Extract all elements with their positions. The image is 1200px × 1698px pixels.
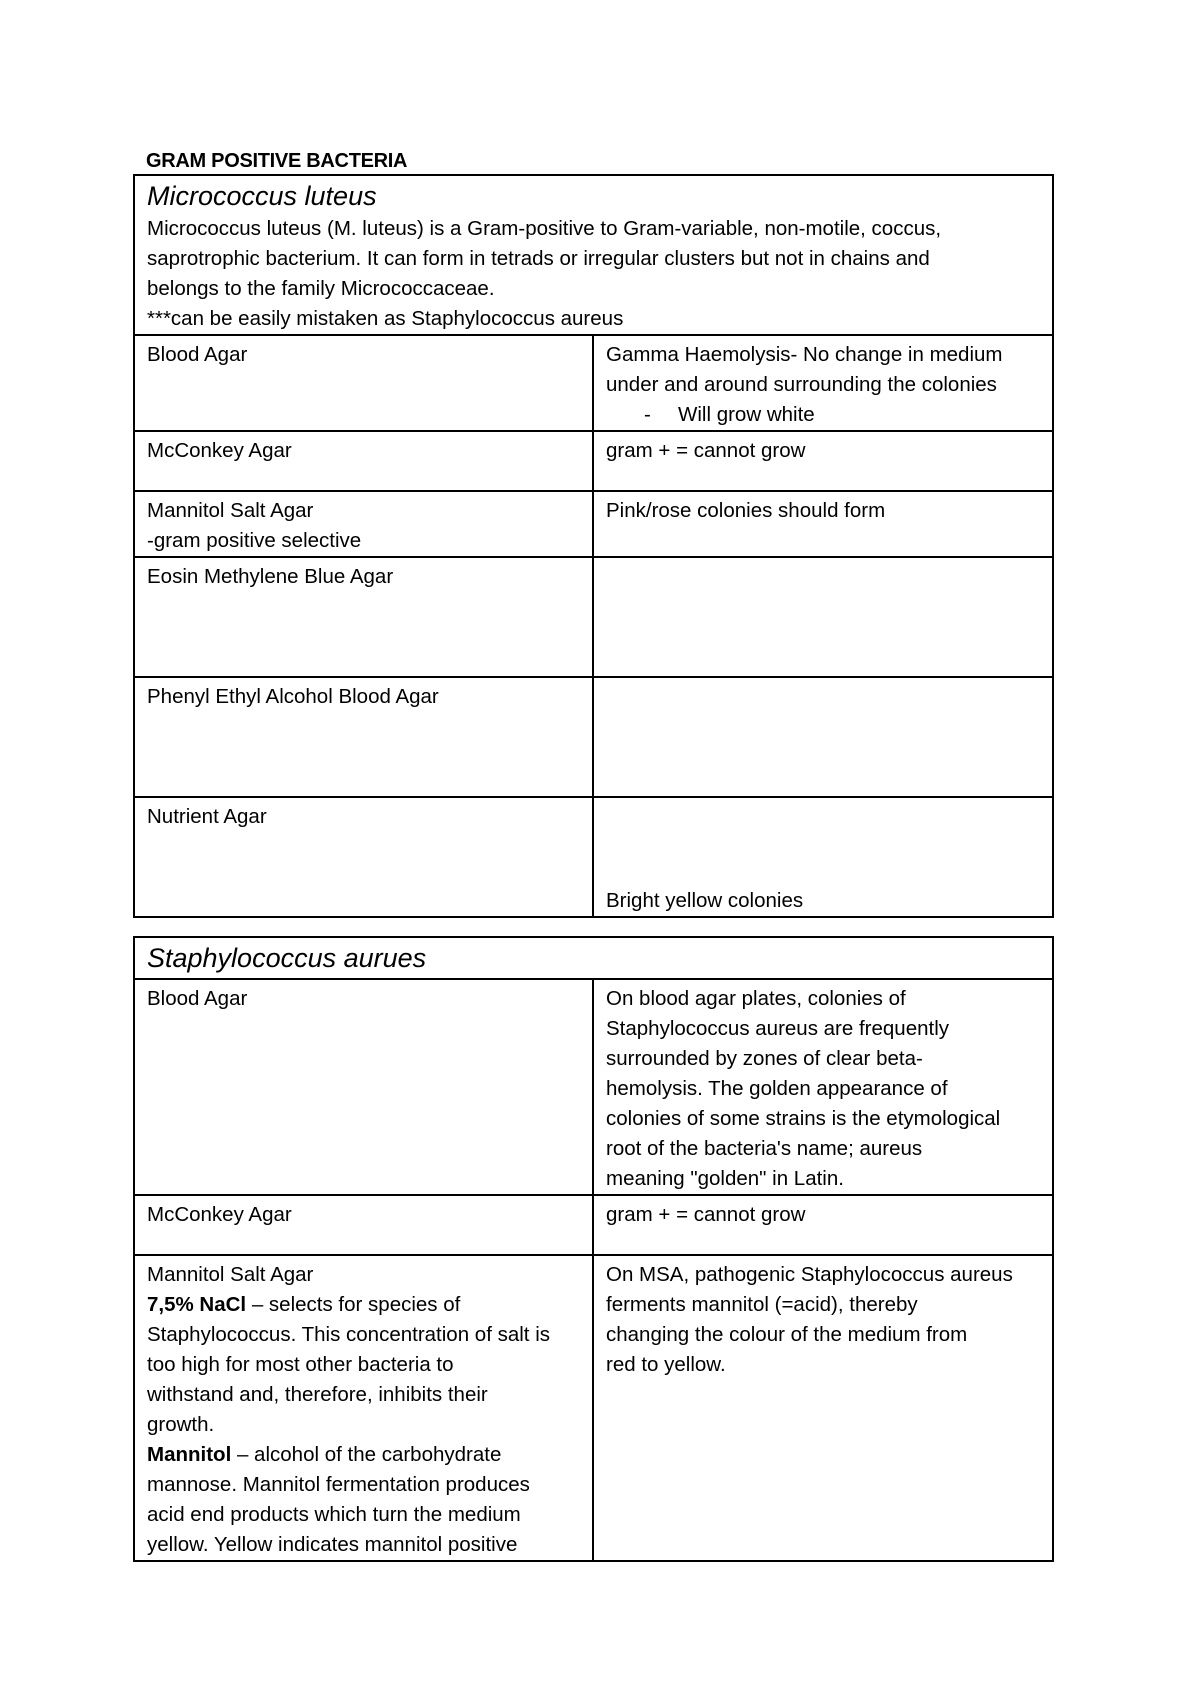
result-line: hemolysis. The golden appearance of — [606, 1077, 948, 1100]
species-header-row — [134, 937, 1053, 979]
medium-label: Blood Agar — [147, 987, 248, 1010]
mannitol-line — [147, 1440, 580, 1470]
result-text: Bright yellow colonies — [606, 889, 804, 912]
species-header-row — [134, 175, 1053, 335]
result-line: On MSA, pathogenic Staphylococcus aureus — [606, 1263, 1013, 1286]
mannitol-term: Mannitol — [147, 1443, 232, 1466]
page-title: GRAM POSITIVE BACTERIA — [146, 150, 408, 172]
nacl-text-line: growth. — [147, 1413, 215, 1436]
description-line: belongs to the family Micrococcaceae. — [147, 277, 495, 300]
result-line: colonies of some strains is the etymological — [606, 1107, 1001, 1130]
result-line: meaning "golden" in Latin. — [606, 1167, 844, 1190]
result-line: under and around surrounding the colonies — [606, 373, 997, 396]
medium-label: Mannitol Salt Agar — [147, 499, 314, 522]
nacl-text-line: too high for most other bacteria to — [147, 1353, 454, 1376]
result-line: root of the bacteria's name; aureus — [606, 1137, 923, 1160]
table-row — [134, 1255, 1053, 1561]
description-line: Micrococcus luteus (M. luteus) is a Gram-positive to Gram-variable, non-motile, coccus, — [147, 217, 942, 240]
species-header-cell — [134, 175, 1053, 335]
table-row — [134, 797, 1053, 917]
result-cell — [593, 979, 1053, 1195]
result-cell — [593, 677, 1053, 797]
mannitol-text-line: mannose. Mannitol fermentation produces — [147, 1473, 530, 1496]
table-row — [134, 1195, 1053, 1255]
table-row — [134, 979, 1053, 1195]
medium-label: McConkey Agar — [147, 439, 292, 462]
result-line: On blood agar plates, colonies of — [606, 987, 906, 1010]
medium-cell — [134, 979, 593, 1195]
result-cell — [593, 797, 1053, 917]
medium-note: -gram positive selective — [147, 529, 362, 552]
micrococcus-table — [133, 174, 1054, 918]
medium-cell — [134, 677, 593, 797]
medium-label: Blood Agar — [147, 343, 248, 366]
medium-label: McConkey Agar — [147, 1203, 292, 1226]
medium-cell — [134, 1255, 593, 1561]
species-name: Staphylococcus aurues — [147, 943, 427, 973]
result-cell — [593, 431, 1053, 491]
medium-cell — [134, 431, 593, 491]
result-cell — [593, 1255, 1053, 1561]
result-line: ferments mannitol (=acid), thereby — [606, 1293, 918, 1316]
result-line: Staphylococcus aureus are frequently — [606, 1017, 950, 1040]
medium-cell — [134, 491, 593, 557]
result-text: gram + = cannot grow — [606, 439, 806, 462]
dash-bullet: - — [644, 403, 651, 426]
mannitol-text-line: yellow. Yellow indicates mannitol positive — [147, 1533, 518, 1556]
table-row — [134, 335, 1053, 431]
mannitol-text: – alcohol of the carbohydrate — [231, 1443, 502, 1466]
table-row — [134, 431, 1053, 491]
medium-cell — [134, 335, 593, 431]
species-header-cell — [134, 937, 1053, 979]
result-line: changing the colour of the medium from — [606, 1323, 968, 1346]
medium-cell — [134, 557, 593, 677]
mannitol-text-line: acid end products which turn the medium — [147, 1503, 521, 1526]
result-text: Pink/rose colonies should form — [606, 499, 886, 522]
result-line: red to yellow. — [606, 1353, 726, 1376]
bullet-text: Will grow white — [678, 403, 815, 426]
medium-label: Eosin Methylene Blue Agar — [147, 565, 394, 588]
nacl-term: 7,5% NaCl — [147, 1293, 247, 1316]
medium-cell — [134, 1195, 593, 1255]
nacl-line — [147, 1290, 580, 1320]
nacl-text-line: Staphylococcus. This concentration of salt is — [147, 1323, 550, 1346]
table-row — [134, 677, 1053, 797]
result-cell — [593, 491, 1053, 557]
medium-label: Mannitol Salt Agar — [147, 1263, 314, 1286]
medium-label: Phenyl Ethyl Alcohol Blood Agar — [147, 685, 439, 708]
result-cell — [593, 1195, 1053, 1255]
result-line: surrounded by zones of clear beta- — [606, 1047, 923, 1070]
table-row — [134, 491, 1053, 557]
staphylococcus-table — [133, 936, 1054, 1562]
table-row — [134, 557, 1053, 677]
result-text: gram + = cannot grow — [606, 1203, 806, 1226]
result-cell — [593, 557, 1053, 677]
nacl-text: – selects for species of — [246, 1293, 461, 1316]
description-line: saprotrophic bacterium. It can form in tetrads or irregular clusters but not in chains and — [147, 247, 930, 270]
result-line: Gamma Haemolysis- No change in medium — [606, 343, 1003, 366]
species-name: Micrococcus luteus — [147, 181, 377, 211]
medium-label: Nutrient Agar — [147, 805, 267, 828]
medium-cell — [134, 797, 593, 917]
result-cell — [593, 335, 1053, 431]
bullet-item — [606, 400, 1040, 430]
nacl-text-line: withstand and, therefore, inhibits their — [147, 1383, 488, 1406]
description-line: ***can be easily mistaken as Staphylococcus aureus — [147, 307, 624, 330]
